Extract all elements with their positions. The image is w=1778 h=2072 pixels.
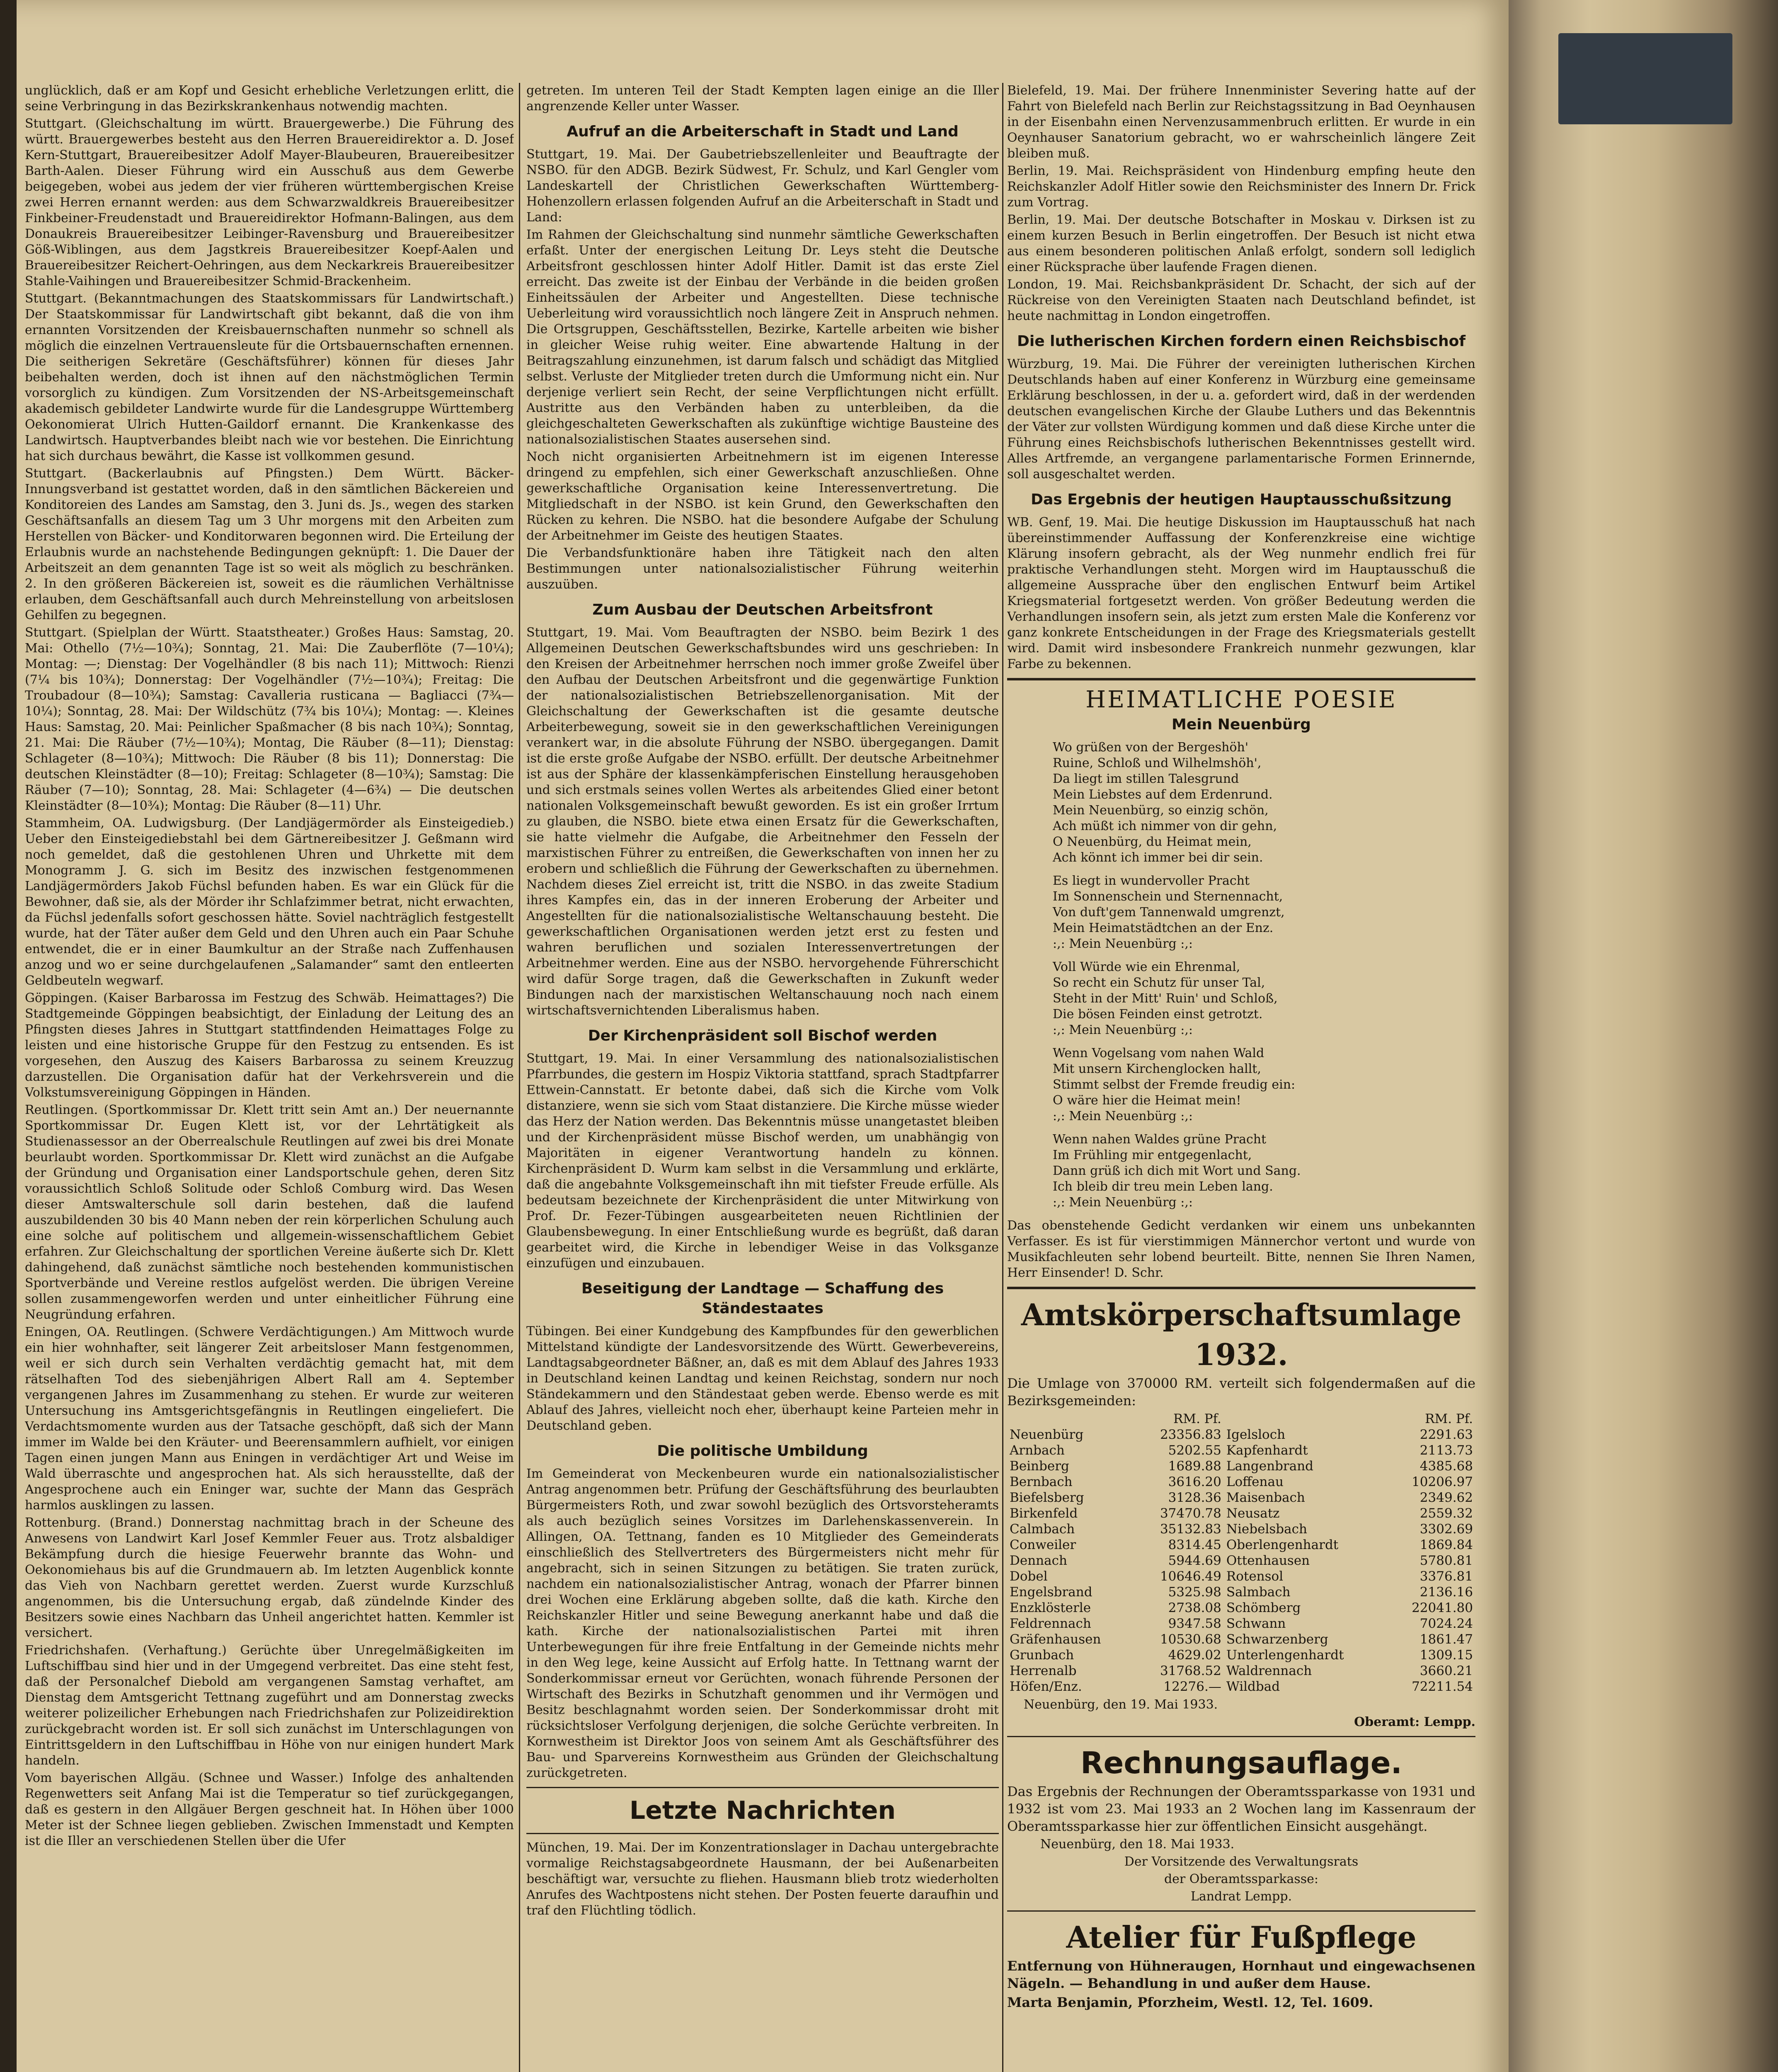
article-arbeitsfront (526, 625, 999, 1019)
poem-stanza: Wenn nahen Waldes grüne Pracht Im Frühling mir entgegenlacht, Dann grüß ich dich mit Wort und Sang. Ich bleib dir treu mein Leben lang. :,: Mein Neuenbürg :,: (1053, 1132, 1301, 1210)
municipality-cell: Engelsbrand (1010, 1585, 1092, 1600)
table-row (1007, 1490, 1475, 1506)
article-paragraph: Im Gemeinderat von Meckenbeuren wurde ein nationalsozialistischer Antrag angenommen betr. Prüfung der Geschäftsführung des beurlaubten Bürgermeisters Roth, und zwar sowohl bezüglich des Ortsvorsteheramts als auch bezüglich seines Vorsitzes im Darlehenskassenverein. In Allingen, OA. Tettnang, fanden es 10 Mitglieder des Gemeinderats einschließlich des Stellvertreters des Bürgermeisters nicht mehr für angebracht, sich in seinen Sitzungen zu betätigen. Sie traten zurück, nachdem ein nationalsozialistischer Antrag, wonach der Pfarrer binnen drei Wochen eine Erklärung abgeben sollte, daß die kath. Kirche den Reichskanzler Hitler und seine Bewegung anerkannt habe und daß die kath. Kirche der nationalsozialistischen Partei mit ihren Unterbewegungen für ihre freie Entfaltung in der Gemeinde nichts mehr in den Weg lege, keine Aussicht auf Erfolg hatte. In Tettnang warnt der Sonderkommissar erneut vor Gerüchten, wonach führende Personen der Wirtschaft des Bezirks in Schutzhaft genommen und ihr Vermögen und Besitz beschlagnahmt worden seien. Der Sonderkommissar droht mit rücksichtsloser Verfolgung derjenigen, die solche Gerüchte verbreiten. In Kornwestheim ist Direktor Joos von seinem Amt als Geschäftsführer des Bau- und Sparvereins Kornwestheim aus Gründen der Gleichschaltung zurückgetreten. (526, 1467, 999, 1780)
amount-cell: 2113.73 (1419, 1443, 1473, 1458)
municipality-cell: Langenbrand (1226, 1459, 1314, 1474)
amount-cell: 2559.32 (1419, 1506, 1473, 1521)
table-row (1007, 1443, 1475, 1458)
amount-cell: 4629.02 (1168, 1648, 1221, 1663)
headline-letzte-nachrichten: Letzte Nachrichten (629, 1796, 896, 1825)
amount-cell: 72211.54 (1412, 1679, 1473, 1694)
amount-cell: 2738.08 (1168, 1600, 1221, 1615)
article-paragraph: Noch nicht organisierten Arbeitnehmern ist im eigenen Interesse dringend zu empfehlen, sich einer Gewerkschaft anzuschließen. Ohne gewerkschaftliche Organisation keine Interessenvertretung. Die Mitgliedschaft in der NSBO. ist kein Grund, den Gewerkschaften den Rücken zu kehren. Die NSBO. hat die besondere Aufgabe der Schulung der Arbeitnehmer im Geiste des heutigen Staates. (526, 450, 999, 543)
municipality-cell: Neuenbürg (1010, 1427, 1084, 1442)
municipality-cell: Enzklösterle (1010, 1600, 1091, 1615)
municipality-cell: Ottenhausen (1226, 1553, 1310, 1568)
news-paragraph: London, 19. Mai. Reichsbankpräsident Dr. Schacht, der sich auf der Rückreise von den Vereinigten Staaten nach Deutschland befindet, ist heute nachmittag in London eingetroffen. (1007, 277, 1475, 323)
article-continuation: getreten. Im unteren Teil der Stadt Kempten lagen einige an die Iller angrenzende Keller unter Wasser. (526, 83, 999, 114)
unit-pf: Pf. (1456, 1411, 1473, 1426)
municipality-cell: Rotensol (1226, 1569, 1284, 1584)
municipality-cell: Höfen/Enz. (1010, 1679, 1082, 1694)
table-row (1007, 1569, 1475, 1584)
divider (526, 1833, 999, 1834)
table-row (1007, 1600, 1475, 1616)
amount-cell: 5944.69 (1168, 1553, 1221, 1568)
table-row (1007, 1663, 1475, 1679)
amount-cell: 23356.83 (1160, 1427, 1221, 1442)
rechnung-sign-1: Der Vorsitzende des Verwaltungsrats (1124, 1854, 1359, 1869)
municipality-cell: Birkenfeld (1010, 1506, 1078, 1521)
table-row (1007, 1679, 1475, 1694)
amount-cell: 5202.55 (1168, 1443, 1221, 1458)
municipality-cell: Beinberg (1010, 1459, 1069, 1474)
table-row (1007, 1521, 1475, 1537)
news-paragraph: unglücklich, daß er am Kopf und Gesicht erhebliche Verletzungen erlitt, die seine Verbringung in das Bezirkskrankenhaus notwendig machten. (25, 83, 514, 114)
article-paragraph: München, 19. Mai. Der im Konzentrationslager in Dachau untergebrachte vormalige Reichstagsabgeordnete Hausmann, der bei Außenarbeiten beschäftigt war, versuchte zu fliehen. Hausmann blieb trotz wiederholten Anrufes des Wachtpostens nicht stehen. Der Posten feuerte daraufhin und traf den Flüchtling tödlich. (526, 1840, 999, 1918)
municipality-cell: Schömberg (1226, 1600, 1301, 1615)
municipality-cell: Dobel (1010, 1569, 1048, 1584)
umlage-table (1007, 1411, 1475, 1694)
book-spine (1509, 0, 1778, 2072)
news-paragraph: Friedrichshafen. (Verhaftung.) Gerüchte über Unregelmäßigkeiten im Luftschiffbau sind hier und in der Umgegend verbreitet. Das eine steht fest, daß der Personalchef Diebold am vergangenen Samstag verhaftet, am Dienstag dem Amtsgericht Tettnang zugeführt und am Donnerstag zwecks weiterer polizeilicher Erhebungen nach Friedrichshafen zur Polizeidirektion zurückgebracht worden ist. Er soll sich zunächst im Unterschlagungen von Eintrittsgeldern in den Luftschiffbau in Höhe von nur einigen hundert Mark handeln. (25, 1643, 514, 1768)
article-paragraph: Tübingen. Bei einer Kundgebung des Kampfbundes für den gewerblichen Mittelstand kündigte der Landesvorsitzende des Württ. Gewerbevereins, Landtagsabgeordneter Bäßner, an, daß es mit dem Ablauf des Jahres 1933 in Deutschland keinen Landtag und keinen Reichstag, sondern nur noch Ständekammern und den Ständestaat geben werde. Ebenso werde es mit Ablauf des Jahres, vielleicht noch eher, überhaupt keine Parteien mehr in Deutschland geben. (526, 1324, 999, 1433)
news-paragraph: Bielefeld, 19. Mai. Der frühere Innenminister Severing hatte auf der Fahrt von Bielefeld nach Berlin zur Reichstagssitzung in Bad Oeynhausen in der Eisenbahn einen Nervenzusammenbruch erlitten. Er wurde in ein Oeynhauser Sanatorium gebracht, wo er wahrscheinlich längere Zeit bleiben muß. (1007, 83, 1475, 161)
headline-umbildung: Die politische Umbildung (657, 1443, 868, 1460)
unit-header (1387, 1411, 1475, 1427)
divider (1007, 1736, 1475, 1737)
municipality-cell: Feldrennach (1010, 1616, 1091, 1631)
spine-label-top (1558, 33, 1732, 124)
headline-arbeitsfront: Zum Ausbau der Deutschen Arbeitsfront (592, 601, 933, 618)
poem-stanza: Voll Würde wie ein Ehrenmal, So recht ein Schutz für unser Tal, Steht in der Mitt' Ruin' und Schloß, Die bösen Feinden einst getrotzt. :,: Mein Neuenbürg :,: (1053, 960, 1278, 1037)
news-paragraph: Berlin, 19. Mai. Reichspräsident von Hindenburg empfing heute den Reichskanzler Adolf Hitler sowie den Reichsminister des Innern Dr. Frick zum Vortrag. (1007, 164, 1475, 210)
municipality-cell: Dennach (1010, 1553, 1067, 1568)
municipality-cell: Salmbach (1226, 1585, 1291, 1600)
amount-cell: 12276.— (1163, 1679, 1221, 1694)
amount-cell: 31768.52 (1160, 1663, 1221, 1678)
municipality-cell: Loffenau (1226, 1474, 1284, 1489)
news-paragraph: Stuttgart. (Spielplan der Württ. Staatstheater.) Großes Haus: Samstag, 20. Mai: Othello (7½—10¾); Sonntag, 21. Mai: Die Zauberflöte (7—10¼); Montag: —; Dienstag: Der Vogelhändler (8 bis nach 11); Mittwoch: Rienzi (7¼ bis 10¾); Donnerstag: Der Vogelhändler (7½—10¾); Freitag: Die Troubadour (8—10¾); Samstag: Cavalleria rusticana — Bagliacci (7¾—10¼); Sonntag, 28. Mai: Der Wildschütz (7¾ bis 10¼); Montag: —. Kleines Haus: Samstag, 20. Mai: Peinlicher Spaßmacher (8 bis nach 10¾); Sonntag, 21. Mai: Die Räuber (7½—10¾); Montag, Die Räuber (8—11); Dienstag: Schlageter (8—10¾); Mittwoch: Die Räuber (8 bis 11); Donnerstag: Die deutschen Kleinstädter (8—10); Freitag: Schlageter (8—10¾); Samstag: Die Räuber (7—10); Sonntag, 28. Mai: Schlageter (4—6¾) — Die deutschen Kleinstädter (8—10¾); Montag: Die Räuber (8—11) Uhr. (25, 625, 514, 813)
municipality-cell: Neusatz (1226, 1506, 1280, 1521)
amount-cell: 5325.98 (1168, 1585, 1221, 1600)
amount-cell: 3660.21 (1419, 1663, 1473, 1678)
amount-cell: 2349.62 (1419, 1490, 1473, 1505)
headline-kirchenpraesident: Der Kirchenpräsident soll Bischof werden (588, 1027, 937, 1044)
municipality-cell: Biefelsberg (1010, 1490, 1084, 1505)
amount-cell: 5780.81 (1419, 1553, 1473, 1568)
municipality-cell: Schwarzenberg (1226, 1632, 1328, 1647)
amount-cell: 7024.24 (1419, 1616, 1473, 1631)
wire-news-list (1007, 83, 1475, 324)
divider (526, 1787, 999, 1788)
poem-stanza: Wo grüßen von der Bergeshöh' Ruine, Schloß und Wilhelmshöh', Da liegt im stillen Talesgrund Mein Liebstes auf dem Erdenrund. Mein Neuenbürg, so einzig schön, Ach müßt ich nimmer von dir gehn, O Neuenbürg, du Heimat mein, Ach könnt ich immer bei dir sein. (1053, 740, 1277, 865)
amount-cell: 10530.68 (1160, 1632, 1221, 1647)
column-1 (25, 83, 514, 2072)
amount-cell: 3302.69 (1419, 1522, 1473, 1537)
news-paragraph: Berlin, 19. Mai. Der deutsche Botschafter in Moskau v. Dirksen ist zu einem kurzen Besuch in Berlin eingetroffen. Der Besuch ist nicht etwa aus einem besonderen politischen Anlaß erfolgt, sondern soll lediglich einer Rücksprache über laufende Fragen dienen. (1007, 213, 1475, 274)
article-paragraph: WB. Genf, 19. Mai. Die heutige Diskussion im Hauptausschuß hat nach übereinstimmender Auffassung der Konferenzkreise eine wichtige Klärung insofern gebracht, als der Weg nunmehr endlich frei für praktische Verhandlungen steht. Morgen wird im Hauptausschuß die allgemeine Aussprache über den englischen Entwurf beim Artikel Kriegsmaterial fortgesetzt werden. Von größer Bedeutung werden die Verhandlungen insofern sein, als jetzt zum ersten Male die Konferenz vor ganz konkrete Entscheidungen in der Frage des Kriegsmaterials gestellt wird. Damit wird insbesondere Frankreich nunmehr gezwungen, klar Farbe zu bekennen. (1007, 515, 1475, 671)
amount-cell: 3376.81 (1419, 1569, 1473, 1584)
municipality-cell: Schwann (1226, 1616, 1286, 1631)
table-row (1007, 1474, 1475, 1490)
amount-cell: 9347.58 (1168, 1616, 1221, 1631)
article-hauptausschuss (1007, 515, 1475, 672)
municipality-cell: Niebelsbach (1226, 1522, 1307, 1537)
rechnung-body: Das Ergebnis der Rechnungen der Oberamtssparkasse von 1931 und 1932 ist vom 23. Mai 1933 an 2 Wochen lang im Kassenraum der Oberamtssparkasse hier zur öffentlichen Einsicht ausgehängt. (1007, 1784, 1475, 1834)
table-row (1007, 1584, 1475, 1600)
news-paragraph: Göppingen. (Kaiser Barbarossa im Festzug des Schwäb. Heimattages?) Die Stadtgemeinde Göppingen beabsichtigt, der Einladung der Leitung des an Pfingsten dieses Jahres in Stuttgart stattfindenden Heimattages Folge zu leisten und eine historische Gruppe für den Festzug zu entsenden. Es ist vorgesehen, den Auszug des Kaisers Barbarossa zu seinem Kreuzzug darzustellen. Die Organisation dafür hat der Verkehrsverein und die Volkstumsvereinigung Göppingen in Händen. (25, 991, 514, 1100)
poesie-header: HEIMATLICHE POESIE (1085, 686, 1397, 713)
municipality-cell: Wildbad (1226, 1679, 1280, 1694)
amount-cell: 3616.20 (1168, 1474, 1221, 1489)
amount-cell: 22041.80 (1412, 1600, 1473, 1615)
umlage-date: Neuenbürg, den 19. Mai 1933. (1024, 1697, 1218, 1712)
atelier-body: Entfernung von Hühneraugen, Hornhaut und eingewachsenen Nägeln. — Behandlung in und außer dem Hause. (1007, 1958, 1475, 1991)
amount-cell: 3128.36 (1168, 1490, 1221, 1505)
municipality-cell: Herrenalb (1010, 1663, 1077, 1678)
news-paragraph: Reutlingen. (Sportkommissar Dr. Klett tritt sein Amt an.) Der neuernannte Sportkommissar Dr. Eugen Klett ist, vor der Lehrtätigkeit als Studienassessor an der Oberrealschule Reutlingen auf zwei bis drei Monate beurlaubt worden. Sportkommissar Dr. Klett wird zunächst an die Aufgabe der Gründung und Organisation einer Landsportschule gehen, deren Sitz voraussichtlich Schloß Solitude oder Schloß Comburg wird. Das Wesen dieser Amtswalterschule soll darin bestehen, daß die laufend auszubildenden 30 bis 40 Mann neben der rein körperlichen Schulung auch eine solche auf politischem und allgemein-wissenschaftlichem Gebiet erfahren. Zur Gleichschaltung der sportlichen Vereine äußerte sich Dr. Klett dahingehend, daß zunächst sämtliche noch bestehenden kommunistischen Sportverbände und Vereine restlos aufgelöst werden. Die übrigen Vereine sollen zusammengeworfen werden und unter einheitlicher Führung eine Neugründung erfahren. (25, 1103, 514, 1322)
headline-hauptausschuss: Das Ergebnis der heutigen Hauptausschußsitzung (1031, 491, 1452, 508)
unit-header (1136, 1411, 1224, 1427)
article-paragraph: Im Rahmen der Gleichschaltung sind nunmehr sämtliche Gewerkschaften erfaßt. Unter der energischen Leitung Dr. Leys steht die Deutsche Arbeitsfront geschlossen hinter Adolf Hitler. Damit ist das erste Ziel erreicht. Das zweite ist der Einbau der Verbände in die beiden großen Einheitssäulen der Arbeiter und Angestellten. Diese technische Ueberleitung wird voraussichtlich noch längere Zeit in Anspruch nehmen. Die Ortsgruppen, Geschäftsstellen, Bezirke, Kartelle arbeiten wie bisher in gleicher Weise ruhig weiter. Eine abwartende Haltung in der Beitragszahlung einzunehmen, ist darum falsch und schädigt das Mitglied selbst. Verluste der Mitglieder treten durch die Umformung nicht ein. Nur derjenige verliert sein Recht, der seine Verpflichtungen nicht erfüllt. Austritte aus den Verbänden haben zu unterbleiben, da die gleichgeschalteten Gewerkschaften als zukünftige wichtige Bausteine des nationalsozialistischen Staates ausersehen sind. (526, 228, 999, 447)
news-paragraph: Vom bayerischen Allgäu. (Schnee und Wasser.) Infolge des anhaltenden Regenwetters seit Anfang Mai ist die Temperatur so tief zurückgegangen, daß es gestern in den Allgäuer Bergen geschneit hat. In Höhen über 1000 Meter ist der Schnee liegen geblieben. Zwischen Immenstadt und Kempten ist die Iller an verschiedenen Stellen über die Ufer (25, 1771, 514, 1848)
news-paragraph: Stuttgart. (Bekanntmachungen des Staatskommissars für Landwirtschaft.) Der Staatskommissar für Landwirtschaft gibt bekannt, daß die von ihm ernannten Vorsitzenden der Kreisbauernschaften nunmehr so schnell als möglich die einzelnen Vertrauensleute für die Ortsbauernschaften ernennen. Die seitherigen Sekretäre (Geschäftsführer) können für dieses Jahr beibehalten werden, doch ist ihnen auf den nächstmöglichen Termin vorsorglich zu kündigen. Zum Vorsitzenden der NS-Arbeitsgemeinschaft akademisch gebildeter Landwirte wurde für die Landesgruppe Württemberg Oekonomierat Ulrich Hutten-Gaildorf ernannt. Die Krankenkasse des Landwirtsch. Hauptverbandes bleibt nach wie vor bestehen. Die Einrichtung hat sich durchaus bewährt, die Kasse ist vollkommen gesund. (25, 291, 514, 463)
municipality-cell: Kapfenhardt (1226, 1443, 1308, 1458)
article-landtage (526, 1324, 999, 1434)
news-paragraph: Stuttgart. (Backerlaubnis auf Pfingsten.) Dem Württ. Bäcker-Innungsverband ist gestattet worden, daß in den sämtlichen Bäckereien und Konditoreien des Landes am Samstag, den 3. Juni ds. Js., wegen des starken Geschäftsanfalls an diesem Tag um 3 Uhr morgens mit den Arbeiten zum Herstellen von Bäcker- und Konditorwaren begonnen wird. Die Erteilung der Erlaubnis wurde an nachstehende Bedingungen geknüpft: 1. Die Dauer der Arbeitszeit an dem genannten Tage ist so weit als möglich zu beschränken. 2. In den größeren Bäckereien ist, soweit es die räumlichen Verhältnisse erlauben, dem Geschäftsanfall auch durch Mehreinstellung von arbeitslosen Gehilfen zu begegnen. (25, 466, 514, 622)
headline-landtage: Beseitigung der Landtage — Schaffung des Ständestaates (581, 1280, 944, 1317)
local-news-list (25, 83, 514, 1849)
poem-title: Mein Neuenbürg (1172, 716, 1311, 733)
unit-rm: RM. (1173, 1411, 1200, 1426)
column-2 (526, 83, 999, 2072)
divider (1007, 678, 1475, 680)
umlage-rows (1007, 1427, 1475, 1694)
table-row (1007, 1647, 1475, 1663)
municipality-cell: Bernbach (1010, 1474, 1073, 1489)
article-reichsbischof (1007, 356, 1475, 482)
article-paragraph: Stuttgart, 19. Mai. In einer Versammlung des nationalsozialistischen Pfarrbundes, die gestern im Hospiz Viktoria stattfand, sprach Stadtpfarrer Ettwein-Cannstatt. Er betonte dabei, daß sich die Kirche vom Volk distanziere, wenn sie sich vom Staat distanziere. Die Kirche müsse wieder das Herz der Nation werden. Das Bekenntnis müsse unangetastet bleiben und der Kirchenpräsident müsse Bischof werden, um unabhängig von Majoritäten in eigener Verantwortung handeln zu können. Kirchenpräsident D. Wurm kam selbst in die Versammlung und erklärte, daß die angebahnte Volksgemeinschaft ihn mit tiefster Freude erfülle. Als bedeutsam bezeichnete der Kirchenpräsident die unter Mitwirkung von Prof. Dr. Fezer-Tübingen ausgearbeiteten neuen Richtlinien der Glaubensbewegung. In einer Entschließung wurde es begrüßt, daß daran gearbeitet wird, die Kirche in lebendiger Weise in das Volksganze einzufügen und einzubauen. (526, 1051, 999, 1271)
table-row (1007, 1458, 1475, 1474)
poem-stanza: Wenn Vogelsang vom nahen Wald Mit unsern Kirchenglocken hallt, Stimmt selbst der Fremde freudig ein: O wäre hier die Heimat mein! :,: Mein Neuenbürg :,: (1053, 1046, 1296, 1123)
municipality-cell: Oberlengenhardt (1226, 1537, 1339, 1552)
amount-cell: 2136.16 (1419, 1585, 1473, 1600)
news-paragraph: Rottenburg. (Brand.) Donnerstag nachmittag brach in der Scheune des Anwesens von Landwirt Karl Josef Kemmler Feuer aus. Trotz alsbaldiger Bekämpfung durch die hiesige Feuerwehr brannte das Wohn- und Oekonomiehaus bis auf die Grundmauern ab. Im letzten Augenblick konnte das Vieh von Nachbarn gerettet werden. Zuerst wurde Kurzschluß angenommen, bis die Untersuchung ergab, daß zündelnde Kinder des Besitzers sowie eines Nachbarn das Unheil angerichtet hatten. Kemmler ist versichert. (25, 1515, 514, 1640)
amount-cell: 1309.15 (1419, 1648, 1473, 1663)
column-divider (519, 83, 520, 2072)
amount-cell: 10206.97 (1412, 1474, 1473, 1489)
amount-cell: 1689.88 (1168, 1459, 1221, 1474)
article-paragraph: Würzburg, 19. Mai. Die Führer der vereinigten lutherischen Kirchen Deutschlands haben auf einer Konferenz in Würzburg eine gemeinsame Erklärung beschlossen, in der u. a. gefordert wird, daß in der werdenden deutschen evangelischen Kirche der Glaube Luthers und das Bekenntnis der Väter zur vollsten Würdigung kommen und daß diese Kirche unter die Führung eines Reichsbischofs lutherischen Bekenntnisses gestellt wird. Alles Artfremde, an vergangene parlamentarische Formen Erinnernde, soll ausgeschaltet werden. (1007, 357, 1475, 482)
municipality-cell: Igelsloch (1226, 1427, 1286, 1442)
news-paragraph: Stammheim, OA. Ludwigsburg. (Der Landjägermörder als Einsteigedieb.) Ueber den Einsteigediebstahl bei dem Gärtnereibesitzer J. Geßmann wird noch gemeldet, daß die gestohlenen Uhren und Uhrkette mit dem Monogramm J. G. sich im Besitz des inzwischen festgenommenen Landjägermörders Jakob Füchsl befunden haben. Es war ein Glück für die Bewohner, daß sie, als der Mörder ihr Schlafzimmer betrat, nicht erwachten, da Füchsl jedenfalls sofort geschossen hätte. Soviel nachträglich festgestellt wurde, hat der Täter außer dem Geld und den Uhren auch ein Paar Schuhe entwendet, die er in einer Baumkultur an der Straße nach Zuffenhausen anzog und wo er seine durchgelaufenen „Salamander“ samt den entleerten Geldbeuteln wegwarf. (25, 816, 514, 988)
poem-stanza: Es liegt in wundervoller Pracht Im Sonnenschein und Sternennacht, Von duft'gem Tannenwald umgrenzt, Mein Heimatstädtchen an der Enz. :,: Mein Neuenbürg :,: (1053, 874, 1285, 951)
unit-rm: RM. (1425, 1411, 1452, 1426)
atelier-title: Atelier für Fußpflege (1066, 1920, 1417, 1955)
municipality-cell: Gräfenhausen (1010, 1632, 1101, 1647)
rechnung-sign-3: Landrat Lempp. (1190, 1889, 1292, 1904)
table-row (1007, 1553, 1475, 1569)
municipality-cell: Arnbach (1010, 1443, 1065, 1458)
table-row (1007, 1631, 1475, 1647)
atelier-contact: Marta Benjamin, Pforzheim, Westl. 12, Tel. 1609. (1007, 1995, 1373, 2010)
column-3 (1007, 83, 1475, 2072)
news-paragraph: Stuttgart. (Gleichschaltung im württ. Brauergewerbe.) Die Führung des württ. Brauergewerbes besteht aus den Herren Brauereidirektor a. D. Josef Kern-Stuttgart, Brauereibesitzer Adolf Mayer-Blaubeuren, Brauereibesitzer Barth-Aalen. Dieser Führung wird ein Ausschuß aus dem Gewerbe beigegeben, wobei aus jedem der vier früheren württembergischen Kreise zwei Herren ernannt werden: aus dem Schwarzwaldkreis Brauereibesitzer Finkbeiner-Freudenstadt und Brauereidirektor Hofmann-Balingen, aus dem Donaukreis Brauereibesitzer Leibinger-Ravensburg und Brauereibesitzer Göß-Wiblingen, aus dem Jagstkreis Brauereibesitzer Koepf-Aalen und Brauereibesitzer Reichert-Oehringen, aus dem Neckarkreis Brauereibesitzer Stahle-Vaihingen und Brauereibesitzer Schmid-Brackenheim. (25, 116, 514, 288)
headline-aufruf: Aufruf an die Arbeiterschaft in Stadt und Land (567, 123, 959, 140)
amount-cell: 4385.68 (1419, 1459, 1473, 1474)
column-divider (1002, 83, 1003, 2072)
poem-note: Das obenstehende Gedicht verdanken wir einem uns unbekannten Verfasser. Es ist für vierstimmigen Männerchor vertont und wurde von Musikfachleuten sehr lobend beurteilt. Bitte, nennen Sie Ihren Namen, Herr Einsender! D. Schr. (1007, 1218, 1475, 1280)
headline-reichsbischof: Die lutherischen Kirchen fordern einen Reichsbischof (1017, 333, 1466, 350)
rechnung-title: Rechnungsauflage. (1080, 1745, 1402, 1780)
amount-cell: 37470.78 (1160, 1506, 1221, 1521)
municipality-cell: Calmbach (1010, 1522, 1075, 1537)
amount-cell: 10646.49 (1160, 1569, 1221, 1584)
table-row (1007, 1616, 1475, 1631)
rechnung-sign-2: der Oberamtssparkasse: (1164, 1872, 1319, 1886)
article-paragraph: Stuttgart, 19. Mai. Der Gaubetriebszellenleiter und Beauftragte der NSBO. für den ADGB. Bezirk Südwest, Fr. Schulz, und Karl Gengler vom Landeskartell der Christlichen Gewerkschaften Württemberg-Hohenzollern erlassen folgenden Aufruf an die Arbeiterschaft in Stadt und Land: (526, 147, 999, 225)
left-page-edge (0, 0, 17, 2072)
umlage-intro: Die Umlage von 370000 RM. verteilt sich folgendermaßen auf die Bezirksgemeinden: (1007, 1375, 1475, 1409)
article-paragraph: Die Verbandsfunktionäre haben ihre Tätigkeit nach den alten Bestimmungen unter nationalsozialistischer Führung weiterhin auszuüben. (526, 546, 999, 592)
amount-cell: 2291.63 (1419, 1427, 1473, 1442)
amount-cell: 8314.45 (1168, 1537, 1221, 1552)
article-aufruf (526, 147, 999, 593)
table-row (1007, 1506, 1475, 1521)
article-letzte-nachrichten (526, 1840, 999, 1919)
article-paragraph: Stuttgart, 19. Mai. Vom Beauftragten der NSBO. beim Bezirk 1 des Allgemeinen Deutschen Gewerkschaftsbundes wird uns geschrieben: In den Kreisen der Arbeitnehmer herrschen noch immer große Zweifel über den Aufbau der Deutschen Arbeitsfront und die gegenwärtige Funktion der nationalsozialistischen Betriebszellenorganisation. Mit der Gleichschaltung der Gewerkschaften ist die gesamte deutsche Arbeiterbewegung, soweit sie in den gewerkschaftlichen Vereinigungen verankert war, in die absolute Führung der NSBO. übergegangen. Damit ist die erste große Aufgabe der NSBO. erfüllt. Der deutsche Arbeitnehmer ist aus der Sphäre der klassenkämpferischen Einstellung herausgehoben und sich erstmals seines vollen Wertes als arbeitendes Glied einer betont nationalen Volksgemeinschaft bewußt geworden. Es ist ein großer Irrtum zu glauben, die NSBO. biete etwa einen Ersatz für die Gewerkschaften, sie hatte vielmehr die Aufgabe, die Arbeitnehmer den Fesseln der marxistischen Führer zu entreißen, die Gewerkschaften von innen her zu erobern und schließlich die Führung der Gewerkschaften zu übernehmen. Nachdem dieses Ziel erreicht ist, tritt die NSBO. in das zweite Stadium ihres Kampfes ein, das in der inneren Eroberung der Arbeiter und Angestellten für die nationalsozialistische Weltanschauung besteht. Die gewerkschaftlichen Organisationen werden jetzt erst zu festen und wahren beruflichen und sozialen Interessenvertretungen der Arbeitnehmer werden. Eine aus der NSBO. hervorgehende Führerschicht wird dafür Sorge tragen, daß die Gewerkschaften in Zukunft weder Bindungen nach der marxistischen Weltanschauung noch nach einem wirtschaftsvernichtenden Liberalismus haben. (526, 625, 999, 1018)
article-kirchenpraesident (526, 1051, 999, 1271)
amount-cell: 35132.83 (1160, 1522, 1221, 1537)
article-umbildung (526, 1466, 999, 1781)
unit-pf: Pf. (1204, 1411, 1221, 1426)
divider (1007, 1910, 1475, 1912)
amount-cell: 1861.47 (1419, 1632, 1473, 1647)
municipality-cell: Waldrennach (1226, 1663, 1312, 1678)
news-paragraph: Eningen, OA. Reutlingen. (Schwere Verdächtigungen.) Am Mittwoch wurde ein hier wohnhafter, seit längerer Zeit arbeitsloser Mann festgenommen, weil er sich durch sein Verhalten verdächtig gemacht hat, mit dem rätselhaften Tod des siebenjährigen Albert Rall am 4. September vergangenen Jahres im Zusammenhang zu stehen. Er wurde zur weiteren Untersuchung ins Amtsgerichtsgefängnis in Reutlingen eingeliefert. Die Verdachtsmomente wurden aus der Tatsache geschöpft, daß sich der Mann immer im Walde bei den Kräuter- und Beerensammlern aufhielt, vor einigen Tagen einen jungen Mann aus Eningen in verdächtiger Art und Weise im Wald überraschte und angesprochen hat. Als sich herausstellte, daß der Angesprochene auch ein Eninger war, suchte der Mann das Gespräch harmlos ausklingen zu lassen. (25, 1325, 514, 1513)
municipality-cell: Unterlengenhardt (1226, 1648, 1344, 1663)
table-row (1007, 1537, 1475, 1553)
divider (1007, 1287, 1475, 1289)
poem-body (1007, 740, 1475, 1210)
rechnung-date: Neuenbürg, den 18. Mai 1933. (1040, 1837, 1235, 1852)
umlage-title: Amtskörperschaftsumlage 1932. (1021, 1297, 1462, 1372)
table-row (1007, 1427, 1475, 1443)
municipality-cell: Maisenbach (1226, 1490, 1305, 1505)
amount-cell: 1869.84 (1419, 1537, 1473, 1552)
umlage-signature: Oberamt: Lempp. (1354, 1715, 1475, 1729)
municipality-cell: Conweiler (1010, 1537, 1076, 1552)
municipality-cell: Grunbach (1010, 1648, 1074, 1663)
